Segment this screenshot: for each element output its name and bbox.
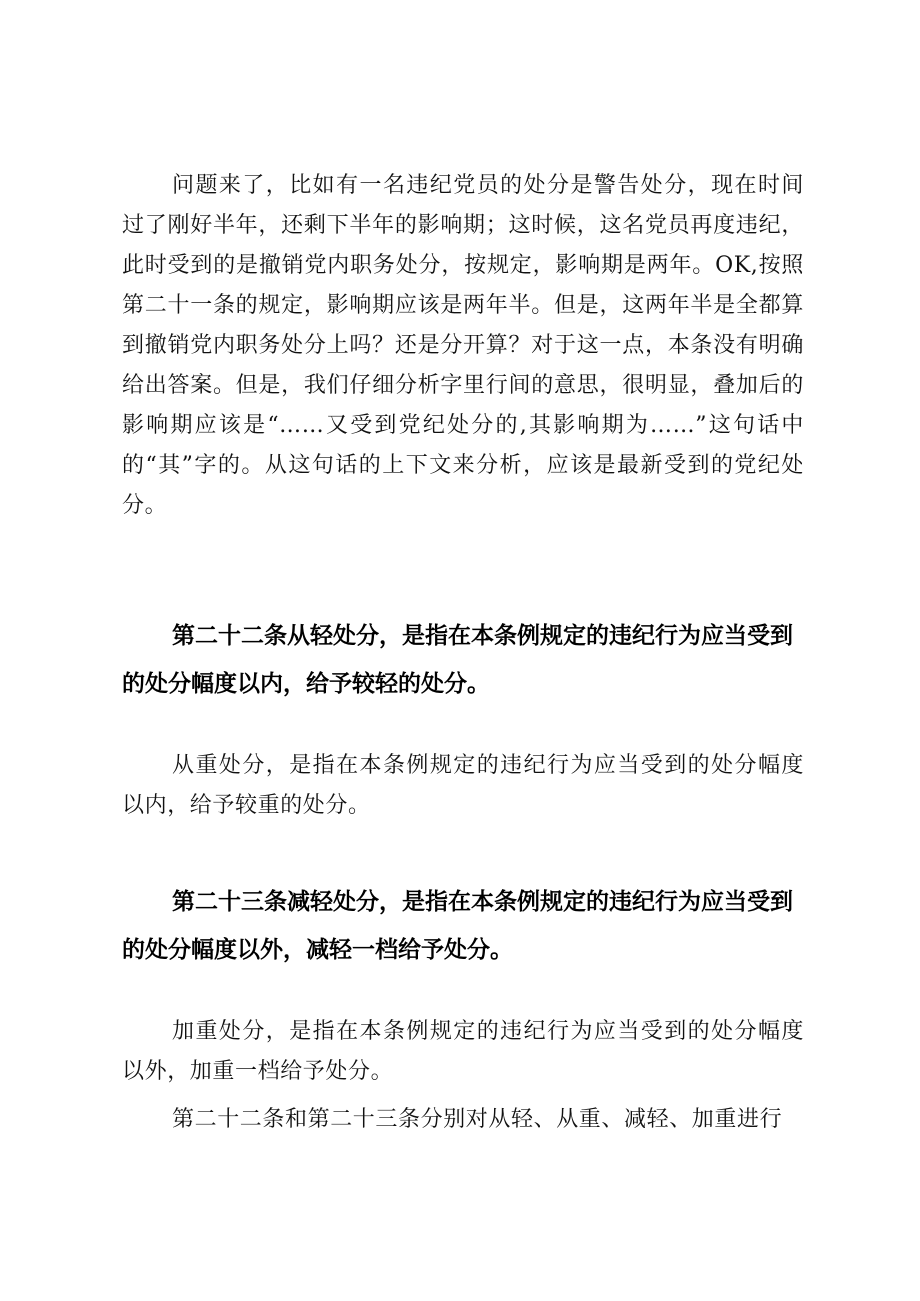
body-paragraph-articles-22-23: 第二十二条和第二十三条分别对从轻、从重、减轻、加重进行 xyxy=(172,1107,783,1132)
body-paragraph-influence-period: 问题来了，比如有一名违纪党员的处分是警告处分，现在时间过了刚好半年，还剩下半年的影响期；这时候，这名党员再度违纪，此时受到的是撤销党内职务处分，按规定，影响期是两年。OK,按照第二十一条的规定，影响期应该是两年半。但是，这两年半是全都算到撤销党内职务处分上吗？还是分开算？对于这一点，本条没有明确给出答案。但是，我们仔细分析字里行间的意思，很明显，叠加后的影响期应该是“……又受到党纪处分的,其影响期为……”这句话中的“其”字的。从这句话的上下文来分析，应该是最新受到的党纪处分。 xyxy=(122,173,804,518)
body-paragraph-aggravated-punishment: 加重处分，是指在本条例规定的违纪行为应当受到的处分幅度以外，加重一档给予处分。 xyxy=(122,1019,804,1084)
article-23-heading: 第二十三条减轻处分，是指在本条例规定的违纪行为应当受到的处分幅度以外，减轻一档给予处分。 xyxy=(122,889,793,963)
body-paragraph-heavier-punishment: 从重处分，是指在本条例规定的违纪行为应当受到的处分幅度以内，给予较重的处分。 xyxy=(122,753,804,818)
article-22-heading: 第二十二条从轻处分，是指在本条例规定的违纪行为应当受到的处分幅度以内，给予较轻的处分。 xyxy=(122,623,793,697)
